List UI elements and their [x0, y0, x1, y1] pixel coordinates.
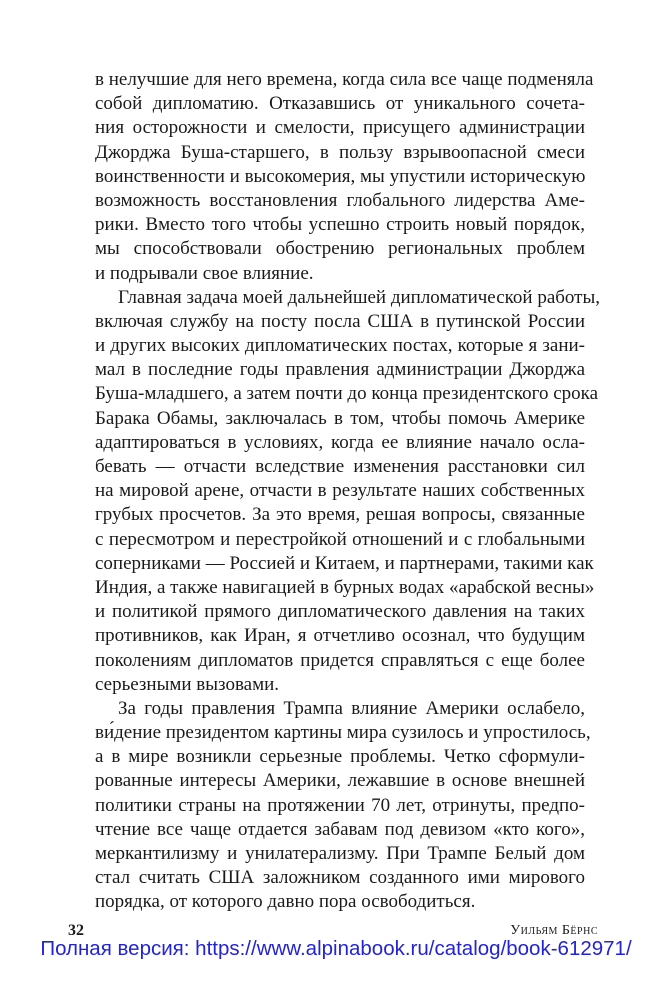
- text-line: с пересмотром и перестройкой отношений и с глобальными: [95, 528, 585, 550]
- body-text: [95, 68, 600, 915]
- text-line: а в мире возникли серьезные проблемы. Четко сформули-: [95, 746, 585, 768]
- text-line: меркантилизму и унилатерализму. При Трампе Белый дом: [95, 843, 585, 864]
- text-line: бевать — отчасти вследствие изменения расстановки сил: [95, 456, 585, 477]
- text-line: на мировой арене, отчасти в результате наших собственных: [95, 480, 585, 502]
- text-line: рованные интересы Америки, лежавшие в основе внешней: [95, 770, 585, 792]
- text-line: в нелучшие для него времена, когда сила все чаще подменяла: [95, 69, 594, 90]
- text-line: ви́дение президентом картины мира сузилось и упростилось,: [95, 722, 591, 744]
- text-line: ния осторожности и смелости, присущего администрации: [95, 117, 585, 139]
- text-line: грубых просчетов. За это время, решая вопросы, связанные: [95, 504, 585, 526]
- text-line: собой дипломатию. Отказавшись от уникального сочета-: [95, 93, 585, 115]
- text-line: Барака Обамы, заключалась в том, чтобы помочь Америке: [95, 407, 585, 429]
- page-number: 32: [68, 922, 84, 939]
- text-line: противников, как Иран, я отчетливо осознал, что будущим: [95, 625, 585, 647]
- text-line: и подрывали свое влияние.: [95, 262, 314, 284]
- text-line: и других высоких дипломатических постах, которые я зани-: [95, 335, 585, 357]
- text-line: поколениям дипломатов придется справляться с еще более: [95, 649, 585, 671]
- text-line: чтение все чаще отдается забавам под девизом «кто кого»,: [95, 818, 585, 840]
- running-head-author: Уильям Бёрнс: [510, 923, 598, 938]
- full-version-link[interactable]: Полная версия: https://www.alpinabook.ru/catalog/book-612971/: [40, 937, 632, 960]
- text-line: и политикой прямого дипломатического давления на таких: [95, 601, 585, 623]
- text-line: Главная задача моей дальнейшей дипломатической работы,: [118, 286, 600, 308]
- text-line: мал в последние годы правления администрации Джорджа: [95, 359, 585, 381]
- text-line: порядка, от которого давно пора освободиться.: [95, 891, 476, 913]
- text-line: включая службу на посту посла США в путинской России: [95, 310, 585, 332]
- text-line: возможность восстановления глобального лидерства Аме-: [95, 189, 585, 211]
- text-line: адаптироваться в условиях, когда ее влияние начало осла-: [95, 431, 585, 453]
- text-line: стал считать США заложником созданного ими мирового: [95, 867, 585, 889]
- text-line: Буша-младшего, а затем почти до конца президентского срока: [95, 383, 598, 405]
- text-line: Джорджа Буша-старшего, в пользу взрывоопасной смеси: [95, 141, 585, 163]
- text-line: рики. Вместо того чтобы успешно строить новый порядок,: [95, 214, 585, 236]
- text-line: воинственности и высокомерия, мы упустили историческую: [95, 165, 586, 187]
- text-line: За годы правления Трампа влияние Америки ослабело,: [118, 697, 585, 719]
- text-line: мы способствовали обострению региональных проблем: [95, 238, 585, 260]
- text-line: соперниками — Россией и Китаем, и партнерами, такими как: [95, 552, 594, 574]
- text-line: политики страны на протяжении 70 лет, отринуты, предпо-: [95, 794, 585, 816]
- text-line: серьезными вызовами.: [95, 673, 280, 695]
- text-line: Индия, а также навигацией в бурных водах «арабской весны»: [95, 576, 595, 598]
